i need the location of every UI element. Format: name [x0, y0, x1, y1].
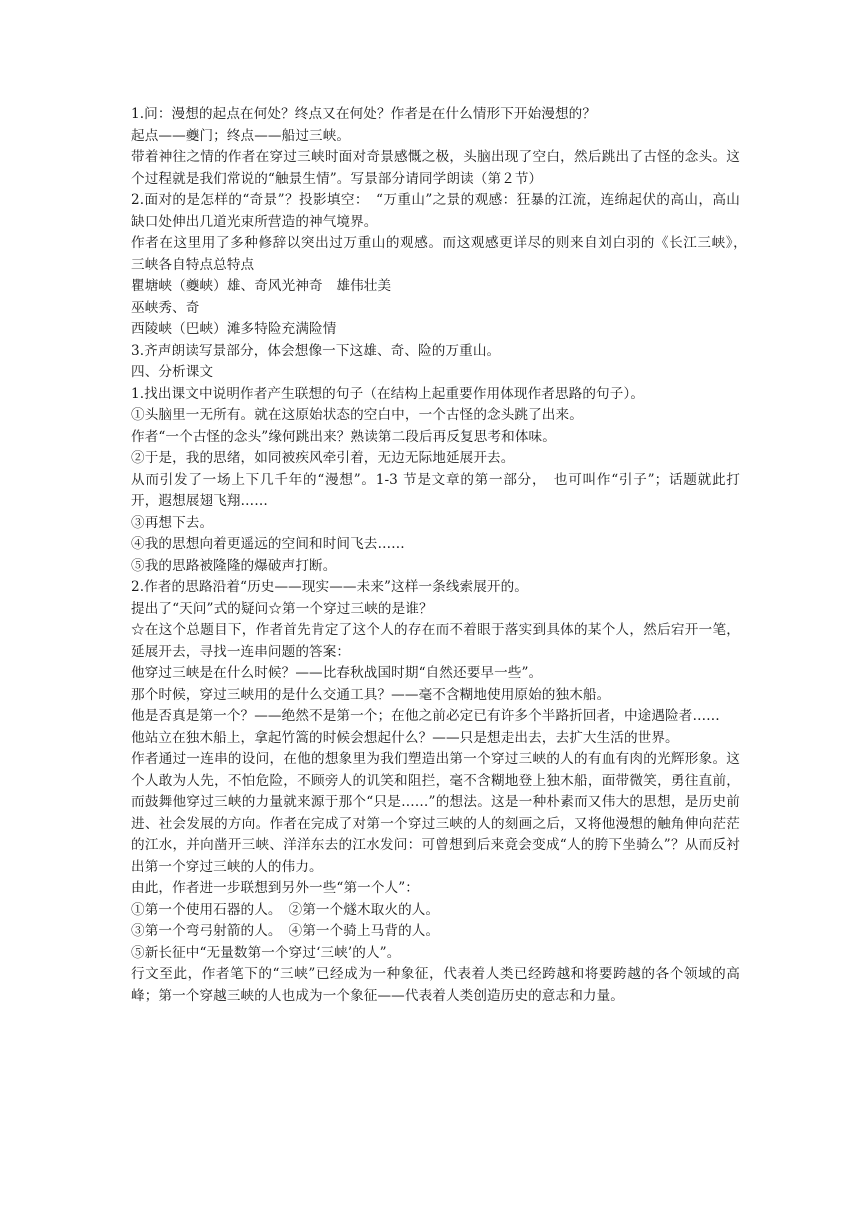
firsts-line-1: ①第一个使用石器的人。 ②第一个燧木取火的人。 — [131, 901, 440, 918]
paragraph-main-topic: ☆在这个总题目下，作者首先肯定了这个人的存在而不着眼于落实到具体的某个人，然后宕开一笔，延展开去，寻找一连串问题的答案： — [131, 622, 740, 660]
paragraph-rhetoric: 作者在这里用了多种修辞以突出过万重山的观感。而这观感更详尽的则来自刘白羽的《长江三峡》， 三峡各自特点总特点 — [131, 235, 754, 273]
paragraph-symbol: 行文至此，作者笔下的“三峡”已经成为一种象征，代表着人类已经跨越和将要跨越的各个领域的高峰；第一个穿越三峡的人也成为一个象征——代表着人类创造历史的意志和力量。 — [131, 966, 740, 1004]
question-1-line: 1.问：漫想的起点在何处？终点又在何处？作者是在什么情形下开始漫想的？ — [131, 106, 597, 122]
qa-when: 他穿过三峡是在什么时候？——比春秋战国时期“自然还要早一些”。 — [131, 665, 543, 681]
quote-1: ①头脑里一无所有。就在这原始状态的空白中，一个古怪的念头跳了出来。 — [131, 407, 583, 423]
section-heading-analysis: 四、分析课文 — [131, 364, 214, 380]
qa-thought: 他站立在独木船上，拿起竹篙的时候会想起什么？——只是想走出去，去扩大生活的世界。 — [131, 729, 679, 746]
analysis-item-2: 2.作者的思路沿着“历史——现实——未来”这样一条线索展开的。 — [131, 579, 528, 595]
paragraph-portrait: 作者通过一连串的设问，在他的想象里为我们塑造出第一个穿过三峡的人的有血有肉的光辉形象。这个人敢为人先，不怕危险，不顾旁人的讥笑和阻拦，毫不含糊地登上独木船，面带微笑，勇往直前，而鼓舞他穿过三峡的力量就来源于那个“只是……”的想法。这是一种朴素而又伟大的思想，是历史前进、社会发展的方向。作者在完成了对第一个穿过三峡的人的刻画之后，又将他漫想的触角伸向茫茫的江水，并向凿开三峡、洋洋东去的江水发问：可曾想到后来竟会变成“人的胯下坐骑么”？从而反衬出第一个穿过三峡的人的伟力。 — [131, 751, 740, 875]
firsts-line-2: ③第一个弯弓射箭的人。 ④第一个骑上马背的人。 — [131, 923, 440, 939]
question-2-line: 2.面对的是怎样的“奇景”？投影填空： “万重山”之景的观感：狂暴的江流，连绵起伏的高山，高山缺口处伸出几道光束所营造的神气境界。 — [131, 192, 740, 230]
qa-first: 他是否真是第一个？——绝然不是第一个；在他之前必定已有许多个半路折回者，中途遇险者…… — [131, 708, 720, 724]
quote-5: ⑤我的思路被隆隆的爆破声打断。 — [131, 557, 337, 574]
quote-4: ④我的思想向着更遥远的空间和时间飞去…… — [131, 536, 405, 552]
paragraph-inspiration: 带着神往之情的作者在穿过三峡时面对奇景感慨之极，头脑出现了空白，然后跳出了古怪的念头。这个过程就是我们常说的“触景生情”。写景部分请同学朗读（第２节） — [131, 149, 740, 187]
answer-start-end: 起点——夔门；终点——船过三峡。 — [131, 127, 351, 144]
paragraph-other-firsts: 由此，作者进一步联想到另外一些“第一个人”： — [131, 880, 419, 896]
xiling-gorge-line: 西陵峡（巴峡）滩多特险充满险情 — [131, 321, 337, 337]
document-body — [131, 104, 754, 1007]
quote-2: ②于是，我的思绪，如同被疾风牵引着，无边无际地延展开去。 — [131, 450, 515, 466]
heavenly-question-line: 提出了“天问”式的疑问☆第一个穿过三峡的是谁？ — [131, 600, 433, 617]
paragraph-intro-part: 从而引发了一场上下几千年的“漫想”。1-3 节是文章的第一部分， 也可叫作“引子”；话题就此打开，遐想展翅飞翔…… — [131, 471, 740, 509]
wu-gorge-line: 巫峡秀、奇 — [131, 299, 200, 316]
question-3-line: 3.齐声朗读写景部分，体会想像一下这雄、奇、险的万重山。 — [131, 342, 501, 359]
analysis-item-1: 1.找出课文中说明作者产生联想的句子（在结构上起重要作用体现作者思路的句子）。 — [131, 385, 645, 402]
qutang-gorge-line: 瞿塘峡（夔峡）雄、奇风光神奇 雄伟壮美 — [131, 278, 392, 294]
quote-3: ③再想下去。 — [131, 514, 214, 531]
firsts-line-3: ⑤新长征中“无量数第一个穿过‘三峡’的人”。 — [131, 944, 401, 961]
qa-vehicle: 那个时候，穿过三峡用的是什么交通工具？——毫不含糊地使用原始的独木船。 — [131, 686, 611, 703]
reflection-prompt: 作者“一个古怪的念头”缘何跳出来？熟读第二段后再反复思考和体味。 — [131, 428, 556, 445]
